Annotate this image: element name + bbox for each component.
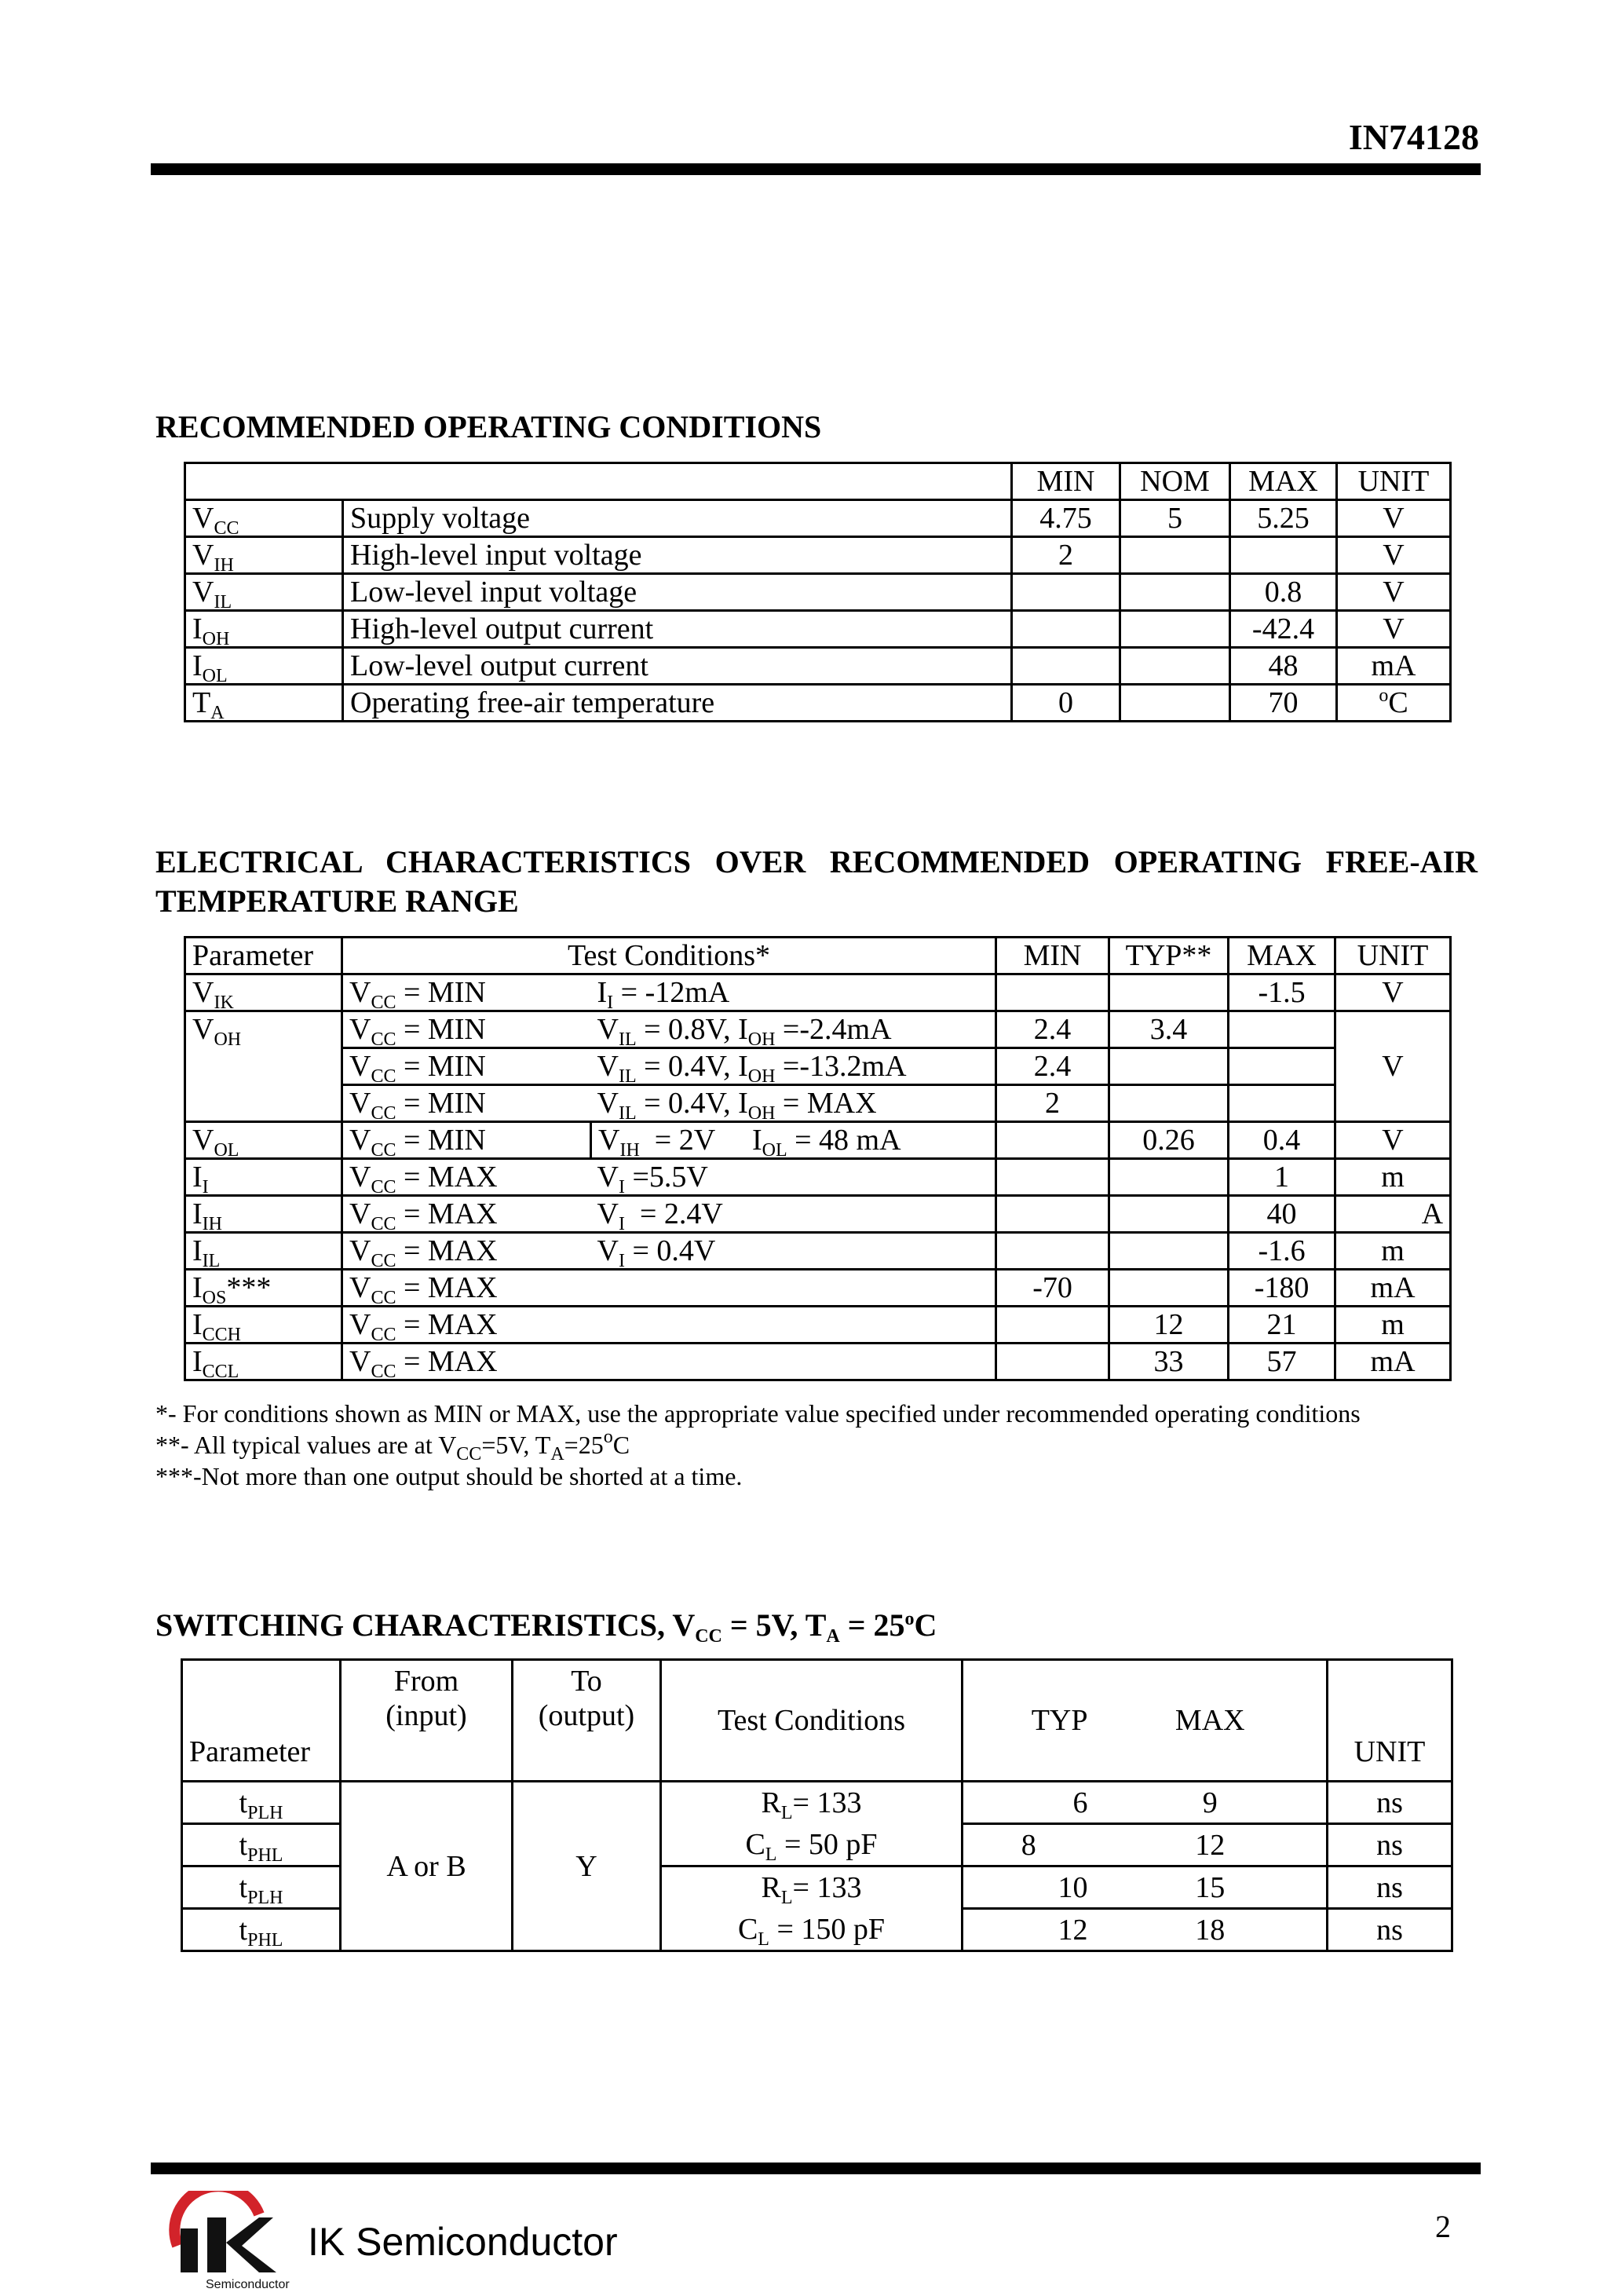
elec-param: $V_{OH}$ — [185, 1011, 342, 1122]
elec-unit-header: UNIT — [1335, 938, 1451, 974]
switching-cond: $C_L = 50$ pF — [661, 1824, 963, 1866]
rec-op-description: Supply voltage — [343, 500, 1012, 537]
rec-op-max: 0.8 — [1230, 574, 1337, 611]
rec-op-max-header: MAX — [1230, 463, 1337, 500]
elec-min: -70 — [996, 1270, 1109, 1307]
switching-cond-header: Test Conditions — [661, 1660, 963, 1782]
elec-cond-detail: $I_I = -12mA$ — [591, 974, 996, 1011]
switching-table — [181, 1658, 1453, 1952]
rec-op-symbol: $V_{IL}$ — [185, 574, 343, 611]
elec-unit: V — [1335, 1011, 1451, 1122]
rec-op-description: High-level output current — [343, 611, 1012, 648]
elec-min — [996, 1344, 1109, 1380]
switching-typ-header: TYP — [963, 1660, 1094, 1782]
elec-cond-header: Test Conditions* — [342, 938, 996, 974]
switching-from: A or B — [341, 1782, 513, 1951]
elec-param: $I_{CCL}$ — [185, 1344, 342, 1380]
elec-unit: A — [1335, 1196, 1451, 1233]
rec-op-symbol: $I_{OL}$ — [185, 648, 343, 685]
rec-op-max: 5.25 — [1230, 500, 1337, 537]
elec-max: -1.6 — [1229, 1233, 1335, 1270]
elec-cond-supply: $V_{CC}$ = MAX — [342, 1233, 591, 1270]
elec-typ — [1109, 1048, 1229, 1085]
elec-title-line2: TEMPERATURE RANGE — [155, 883, 519, 919]
rec-op-nom — [1120, 537, 1230, 574]
elec-min: 2 — [996, 1085, 1109, 1122]
elec-row-vik — [185, 974, 1451, 1011]
company-logo-icon — [166, 2191, 300, 2293]
elec-typ: 33 — [1109, 1344, 1229, 1380]
rec-op-min — [1012, 611, 1120, 648]
elec-typ: 0.26 — [1109, 1122, 1229, 1159]
elec-cond-detail: $V_I =5.5V$ — [591, 1159, 996, 1196]
switching-typ: 8 — [963, 1824, 1094, 1866]
elec-param: $I_I$ — [185, 1159, 342, 1196]
elec-param: $V_{OL}$ — [185, 1122, 342, 1159]
rec-op-header-row — [185, 463, 1451, 500]
elec-row-iccl — [185, 1344, 1451, 1380]
rec-op-symbol: $T_A$ — [185, 685, 343, 722]
elec-typ: 12 — [1109, 1307, 1229, 1344]
rec-op-unit: $^o$C — [1337, 685, 1451, 722]
elec-row-ios — [185, 1270, 1451, 1307]
switching-max-header: MAX — [1094, 1660, 1328, 1782]
rec-op-description: Operating free-air temperature — [343, 685, 1012, 722]
rec-op-nom-header: NOM — [1120, 463, 1230, 500]
page-number: 2 — [1435, 2209, 1451, 2244]
elec-typ — [1109, 1085, 1229, 1122]
elec-cond-supply: $V_{CC}$ = MIN — [342, 1122, 591, 1159]
switching-param: $t_{PLH}$ — [182, 1782, 341, 1824]
rec-op-min: 0 — [1012, 685, 1120, 722]
rec-op-nom — [1120, 685, 1230, 722]
elec-note-2: **- All typical values are at $V_{CC}=5V$, $T_A=25^oC$ — [155, 1427, 630, 1464]
elec-row-vol — [185, 1122, 1451, 1159]
elec-unit: m — [1335, 1233, 1451, 1270]
rec-op-unit: mA — [1337, 648, 1451, 685]
rec-op-unit: V — [1337, 574, 1451, 611]
rec-op-row — [185, 500, 1451, 537]
elec-cond-supply: $V_{CC}$ = MIN — [342, 1085, 591, 1122]
elec-cond-supply: $V_{CC}$ = MAX — [342, 1307, 591, 1344]
switching-unit: ns — [1328, 1782, 1452, 1824]
elec-cond-supply: $V_{CC}$ = MIN — [342, 1048, 591, 1085]
elec-note-3: ***-Not more than one output should be shorted at a time. — [155, 1462, 743, 1490]
switching-typ: 10 — [963, 1866, 1094, 1909]
elec-cond-supply: $V_{CC}$ = MAX — [342, 1159, 591, 1196]
elec-cond-detail: $V_{IL} = 0.8V$, $I_{OH} =-2.4mA$ — [591, 1011, 996, 1048]
elec-row-iih — [185, 1196, 1451, 1233]
switching-typ: 12 — [963, 1909, 1094, 1951]
elec-max — [1229, 1048, 1335, 1085]
elec-min — [996, 1122, 1109, 1159]
rec-op-min — [1012, 574, 1120, 611]
elec-row-ii — [185, 1159, 1451, 1196]
rec-op-unit: V — [1337, 537, 1451, 574]
elec-min: 2.4 — [996, 1011, 1109, 1048]
elec-unit: V — [1335, 1122, 1451, 1159]
elec-title-line1: ELECTRICAL CHARACTERISTICS OVER RECOMMENDED OPERATING FREE-AIR — [155, 844, 1478, 879]
logo-small-text: Semiconductor — [206, 2278, 290, 2291]
elec-cond-detail: $V_I = 0.4V$ — [591, 1233, 996, 1270]
elec-row-icch — [185, 1307, 1451, 1344]
rec-op-unit: V — [1337, 500, 1451, 537]
rec-op-nom: 5 — [1120, 500, 1230, 537]
elec-typ — [1109, 974, 1229, 1011]
switching-unit: ns — [1328, 1824, 1452, 1866]
elec-typ-header: TYP** — [1109, 938, 1229, 974]
rec-op-header-blank — [185, 463, 1012, 500]
elec-cond-detail: $V_I = 2.4V$ — [591, 1196, 996, 1233]
rec-op-description: High-level input voltage — [343, 537, 1012, 574]
elec-param-header: Parameter — [185, 938, 342, 974]
switching-max: 15 — [1094, 1866, 1328, 1909]
switching-cond: $R_L= 133$ — [661, 1866, 963, 1909]
rec-op-symbol: $V_{IH}$ — [185, 537, 343, 574]
elec-param: $V_{IK}$ — [185, 974, 342, 1011]
elec-max: 1 — [1229, 1159, 1335, 1196]
elec-unit: mA — [1335, 1344, 1451, 1380]
company-name: IK Semiconductor — [308, 2220, 618, 2264]
elec-min — [996, 974, 1109, 1011]
switching-typ: 6 — [963, 1782, 1094, 1824]
elec-unit: m — [1335, 1159, 1451, 1196]
elec-param: $I_{IH}$ — [185, 1196, 342, 1233]
elec-max: -1.5 — [1229, 974, 1335, 1011]
rec-op-min: 2 — [1012, 537, 1120, 574]
elec-row-iil — [185, 1233, 1451, 1270]
header-rule — [151, 163, 1481, 175]
switching-max: 18 — [1094, 1909, 1328, 1951]
rec-op-symbol: $V_{CC}$ — [185, 500, 343, 537]
rec-op-min — [1012, 648, 1120, 685]
switching-to-header: To (output) — [513, 1660, 661, 1782]
elec-max: 40 — [1229, 1196, 1335, 1233]
switching-param: $t_{PHL}$ — [182, 1909, 341, 1951]
switching-header-row — [182, 1660, 1452, 1782]
elec-param: $I_{OS}***$ — [185, 1270, 342, 1307]
elec-min: 2.4 — [996, 1048, 1109, 1085]
elec-min — [996, 1233, 1109, 1270]
rec-op-row — [185, 574, 1451, 611]
rec-op-row — [185, 648, 1451, 685]
elec-note-1: *- For conditions shown as MIN or MAX, use the appropriate value specified under recommended operating conditions — [155, 1399, 1361, 1428]
elec-max — [1229, 1011, 1335, 1048]
elec-max — [1229, 1085, 1335, 1122]
elec-cond-detail — [591, 1307, 996, 1344]
elec-row-voh — [185, 1011, 1451, 1048]
switching-unit-header: UNIT — [1328, 1660, 1452, 1782]
rec-op-row — [185, 537, 1451, 574]
rec-op-row — [185, 685, 1451, 722]
elec-param: $I_{CCH}$ — [185, 1307, 342, 1344]
rec-op-min-header: MIN — [1012, 463, 1120, 500]
rec-op-unit: V — [1337, 611, 1451, 648]
elec-cond-detail: $V_{IL} = 0.4V$, $I_{OH} =-13.2mA$ — [591, 1048, 996, 1085]
elec-table — [184, 936, 1452, 1381]
switching-title: SWITCHING CHARACTERISTICS, $V_{CC} = 5V$, $T_A = 25^oC$ — [155, 1607, 937, 1647]
elec-cond-detail — [591, 1270, 996, 1307]
rec-op-nom — [1120, 574, 1230, 611]
rec-op-row — [185, 611, 1451, 648]
rec-op-max: 48 — [1230, 648, 1337, 685]
elec-cond-detail — [591, 1344, 996, 1380]
switching-max: 12 — [1094, 1824, 1328, 1866]
elec-min-header: MIN — [996, 938, 1109, 974]
elec-cond-supply: $V_{CC}$ = MAX — [342, 1196, 591, 1233]
elec-typ — [1109, 1233, 1229, 1270]
elec-min — [996, 1307, 1109, 1344]
switching-cond: $C_L = 150$ pF — [661, 1909, 963, 1951]
rec-op-nom — [1120, 611, 1230, 648]
rec-op-table — [184, 462, 1452, 722]
elec-typ — [1109, 1159, 1229, 1196]
elec-cond-supply: $V_{CC}$ = MAX — [342, 1270, 591, 1307]
elec-cond-detail: $V_{IH} = 2V$ $I_{OL} = 48$ mA — [591, 1122, 996, 1159]
switching-max: 9 — [1094, 1782, 1328, 1824]
elec-max-header: MAX — [1229, 938, 1335, 974]
footer-rule — [151, 2163, 1481, 2174]
elec-cond-supply: $V_{CC}$ = MAX — [342, 1344, 591, 1380]
rec-op-max: -42.4 — [1230, 611, 1337, 648]
rec-op-description: Low-level input voltage — [343, 574, 1012, 611]
elec-cond-detail: $V_{IL} = 0.4V$, $I_{OH}$ = MAX — [591, 1085, 996, 1122]
switching-to: Y — [513, 1782, 661, 1951]
elec-max: 57 — [1229, 1344, 1335, 1380]
elec-param: $I_{IL}$ — [185, 1233, 342, 1270]
switching-param-header: Parameter — [182, 1660, 341, 1782]
elec-min — [996, 1159, 1109, 1196]
elec-typ: 3.4 — [1109, 1011, 1229, 1048]
part-number: IN74128 — [1348, 117, 1479, 157]
switching-unit: ns — [1328, 1866, 1452, 1909]
rec-op-max: 70 — [1230, 685, 1337, 722]
elec-cond-supply: $V_{CC}$ = MIN — [342, 1011, 591, 1048]
elec-min — [996, 1196, 1109, 1233]
elec-unit: mA — [1335, 1270, 1451, 1307]
switching-from-header: From (input) — [341, 1660, 513, 1782]
rec-op-nom — [1120, 648, 1230, 685]
switching-row — [182, 1782, 1452, 1824]
elec-row-voh — [185, 1085, 1451, 1122]
elec-row-voh — [185, 1048, 1451, 1085]
switching-param: $t_{PLH}$ — [182, 1866, 341, 1909]
elec-unit: V — [1335, 974, 1451, 1011]
elec-max: 0.4 — [1229, 1122, 1335, 1159]
rec-op-description: Low-level output current — [343, 648, 1012, 685]
switching-cond: $R_L= 133$ — [661, 1782, 963, 1824]
elec-typ — [1109, 1196, 1229, 1233]
elec-max: 21 — [1229, 1307, 1335, 1344]
rec-op-unit-header: UNIT — [1337, 463, 1451, 500]
rec-op-max — [1230, 537, 1337, 574]
switching-param: $t_{PHL}$ — [182, 1824, 341, 1866]
switching-unit: ns — [1328, 1909, 1452, 1951]
rec-op-symbol: $I_{OH}$ — [185, 611, 343, 648]
elec-unit: m — [1335, 1307, 1451, 1344]
elec-header-row — [185, 938, 1451, 974]
elec-cond-supply: $V_{CC}$ = MIN — [342, 974, 591, 1011]
elec-max: -180 — [1229, 1270, 1335, 1307]
elec-typ — [1109, 1270, 1229, 1307]
rec-op-title: RECOMMENDED OPERATING CONDITIONS — [155, 409, 822, 444]
rec-op-min: 4.75 — [1012, 500, 1120, 537]
